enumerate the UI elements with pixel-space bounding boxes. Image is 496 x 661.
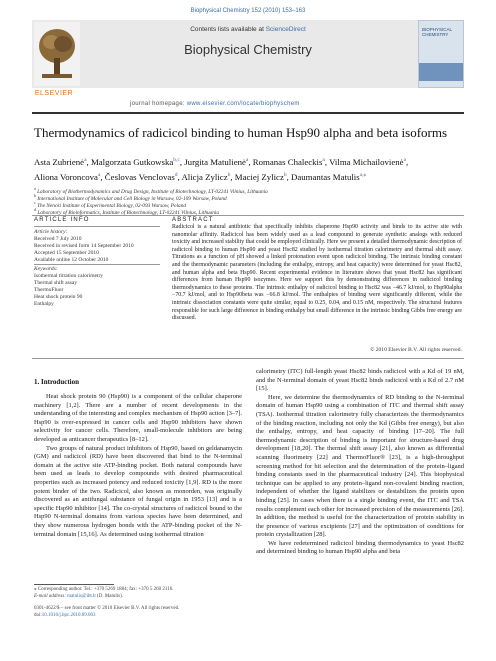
doi-prefix: doi: [34, 613, 42, 618]
doi-link[interactable]: 10.1016/j.bpc.2010.09.003 [41, 613, 96, 618]
affiliation-d: $^d$ Laboratory of Bioinformatics, Institute of Biotechnology, LT-02241 Vilnius, Lithuania [34, 207, 220, 216]
author-name: Česlovas Venclovas [104, 171, 175, 182]
author-line-2: Aliona Voroncova$^a$, Česlovas Venclovas$^d$, Alicja Zylicz$^b$, Maciej Zylicz$^b$, Daumantas Matulis$^{a,⁎}$ [34, 171, 367, 182]
header-rule [32, 112, 464, 114]
email-prefix: E-mail address: [34, 594, 68, 599]
author-name: Aliona Voroncova [34, 171, 98, 182]
author-affiliation-marker: a [322, 157, 325, 163]
doi-line [34, 613, 234, 620]
author-affiliation-marker: a [403, 157, 407, 163]
body-column-left [34, 393, 242, 539]
homepage-link[interactable]: www.elsevier.com/locate/biophyschem [186, 101, 300, 107]
journal-homepage [130, 101, 300, 107]
paragraph: calorimetry (ITC) full-length yeast Hsc82 binds radicicol with a Kd of 19 nM, and the N-terminal domain of yeast Hsc82 binds radicicol with a Kd of 2.7 nM [15]. [256, 368, 464, 393]
history-item: Received 7 July 2010 [34, 235, 82, 242]
keyword-item: Heat shock protein 90 [34, 293, 83, 300]
author-line-1: Asta Zubrienė$^a$, Malgorzata Gutkowska$^{b,c}$, Jurgita Matulienė$^a$, Romanas Chaleckis$^a$, Vilma Michailovienė$^a$, [34, 156, 409, 167]
elsevier-wordmark: ELSEVIER [34, 90, 74, 97]
author-affiliation-marker: a [84, 157, 87, 163]
sciencedirect-availability [32, 26, 464, 33]
journal-citation: Biophysical Chemistry 152 (2010) 153–163 [190, 8, 306, 14]
author-name: Jurgita Matulienė [184, 156, 246, 167]
abstract-copyright: © 2010 Elsevier B.V. All rights reserved. [370, 347, 462, 353]
author-name: Asta Zubrienė [34, 156, 85, 167]
homepage-prefix: journal homepage: [130, 101, 187, 107]
author-name: Maciej Zylicz [234, 171, 284, 182]
author-name: Vilma Michailovienė [329, 156, 404, 167]
keywords [34, 266, 164, 307]
author-affiliation-marker: a [97, 171, 101, 178]
author-affiliation-marker: b,c [173, 157, 180, 163]
history-item: Available online 12 October 2010 [34, 256, 109, 263]
article-title: Thermodynamics of radicicol binding to human Hsp90 alpha and beta isoforms [34, 125, 448, 140]
author-name: Malgorzata Gutkowska [90, 156, 174, 167]
history-item: Accepted 15 September 2010 [34, 249, 99, 256]
cover-title: BIOPHYSICAL CHEMISTRY [422, 27, 452, 37]
paragraph: We have redetermined radicicol binding thermodynamics to yeast Hsc82 and determined binding to human Hsp90 alpha and beta [256, 539, 464, 556]
journal-banner [32, 20, 464, 88]
email-suffix: (D. Matulis). [95, 594, 124, 599]
cover-band [419, 63, 463, 81]
sciencedirect-link[interactable]: ScienceDirect [265, 26, 306, 33]
journal-cover [418, 20, 464, 88]
abstract-heading: ABSTRACT [172, 217, 214, 223]
article-info-rule [34, 226, 160, 227]
author-affiliation-marker: d [174, 171, 178, 178]
email-link[interactable]: matulis@ibt.lt [67, 594, 96, 599]
abstract-bottom-rule [32, 358, 464, 359]
keyword-item: Isothermal titration calorimetry [34, 272, 104, 279]
author-name: Romanas Chaleckis [252, 156, 323, 167]
corresponding-author: ⁎ Corresponding author. Tel.: +370 5269 1884; fax: +370 5 260 2116. [34, 587, 174, 592]
author-name: Daumantas Matulis [291, 171, 360, 182]
keyword-item: ThermoFluor [34, 286, 64, 293]
history-item: Received in revised form 14 September 2010 [34, 242, 134, 249]
affiliation-a: $^a$ Laboratory of Biothermodynamics and Drug Design, Institute of Biotechnology, LT-02241 Vilnius, Lithuania [34, 186, 268, 195]
paragraph: Here, we determine the thermodynamics of RD binding to the N-terminal domain of human Hsp90 using a combination of ITC and thermal shift assay (TSA). Isothermal titration calorimetry fully characterizes the thermodynamics of the binding reaction, including not only the Kd (Gibbs free energy), but also the enthalpy, entropy, and heat capacity of binding [17–20]. The full thermodynamic description of binding is important for structure-based drug development [18,20]. The thermal shift assay [21], also known as differential scanning fluorimetry [22] and ThermoFluor® [23], is a high-throughput screening method for hit selection and the determination of the protein–ligand binding constants used in the pharmaceutical industry [24]. This biophysical technique can be applied to any protein–ligand non-covalent binding reaction, independent of whether the ligand stabilizes or destabilizes the protein upon binding [25]. In cases when there is a single binding event, the ITC and TSA results complement each other for increased precision of the measurements [26]. In addition, the method is useful for the characterization of protein stability in the presence of various excipients [27] and the optimization of conditions for protein crystallization [28]. [256, 393, 464, 539]
article-info-heading: ARTICLE INFO [34, 217, 90, 223]
keywords-rule [34, 264, 160, 265]
author-affiliation-marker: b [227, 171, 231, 178]
abstract-text: Radicicol is a natural antibiotic that specifically inhibits chaperone Hsp90 activity and binds to its active site with nanomolar affinity. Radicicol has been widely used as a lead compound to generate synthetic analogs with reduced toxicity and increased stability that could be employed clinically. Here we present a detailed thermodynamic description of radicicol binding to human Hsp90 and yeast Hsc82 studied by isothermal titration calorimetry and thermal shift assay. Titrations as a function of pH showed a linked protonation event upon radicicol binding. The intrinsic binding constant and the thermodynamic parameters (including the enthalpy, entropy, and heat capacity) were determined for yeast Hsc82, and human alpha and beta Hsp90. Recent experimental evidence in literature shows that yeast Hsc82 has significant differences from human Hsp90 isozymes. Here we support this by demonstrating differences in radicicol binding thermodynamics to these proteins. The intrinsic enthalpy of radicicol binding to Hsc82 was −46.7 kJ/mol, to Hsp90alpha −70.7 kJ/mol, and to Hsp90beta was −66.8 kJ/mol. The enthalpies of binding were significantly different, while the intrinsic dissociation constants were quite similar, equal to 0.25, 0.04, and 0.15 nM, respectively. The structural features responsible for such large difference in binding enthalpy but small difference in the intrinsic binding Gibbs free energy are discussed. [172, 224, 462, 322]
affiliation-b: $^b$ International Institute of Molecular and Cell Biology in Warsaw, 02-109 Warsaw, Poland [34, 193, 227, 202]
paragraph: Heat shock protein 90 (Hsp90) is a component of the cellular chaperone machinery [1,2]. There are a number of recent developments in the understanding of the interesting and complex mechanism of Hsp90 action [3–7]. Hsp90 is over-expressed in cancer cells and Hsp90 inhibitors have shown selectivity for cancer cells. Therefore, small-molecule inhibitors are being developed as anticancer therapeutics [8–12]. [34, 393, 242, 443]
article-history [34, 229, 164, 264]
journal-name: Biophysical Chemistry [184, 42, 312, 57]
keywords-label: Keywords: [34, 266, 58, 272]
footnote-rule [34, 584, 114, 585]
author-affiliation-marker: a,⁎ [359, 171, 367, 178]
author-affiliation-marker: a [245, 157, 249, 163]
author-name: Alicja Zylicz [181, 171, 228, 182]
paragraph: Two groups of natural product inhibitors of Hsp90, based on geldanamycin (GM) and radicicol (RD) have been discovered that bind to the N-terminal domain at the active site ATP-binding pocket. Both natural compounds have been used as leads to develop compounds with desired pharmaceutical properties such as increased potency and reduced toxicity [1,9]. RD is the more potent binder of the two. Radicicol, also known as monorden, was originally discovered as an antifungal substance of fungal origin in 1953 [13] and is a specific Hsp90 inhibitor [14]. The co-crystal structures of radicicol bound to the Hsp90 N-terminal domains from various species have been determined, and they show numerous hydrogen bonds with the ATP-binding pocket of the N-terminal domain [15,16]. As determined using isothermal titration [34, 444, 242, 538]
author-affiliation-marker: b [283, 171, 287, 178]
section-title: 1. Introduction [34, 378, 79, 386]
author-list [34, 154, 464, 184]
email-line [34, 594, 244, 601]
body-column-right [256, 368, 464, 557]
keyword-item: Thermal shift assay [34, 279, 78, 286]
history-label: Article history: [34, 229, 68, 235]
info-top-rule [32, 215, 464, 216]
contents-prefix: Contents lists available at [190, 26, 266, 33]
issn-line: 0301-4622/$ – see front matter © 2010 Elsevier B.V. All rights reserved. [34, 606, 180, 611]
affiliation-c: $^c$ The Nencki Institute of Experimental Biology, 02-093 Warsaw, Poland [34, 200, 186, 209]
keyword-item: Enthalpy [34, 300, 54, 307]
